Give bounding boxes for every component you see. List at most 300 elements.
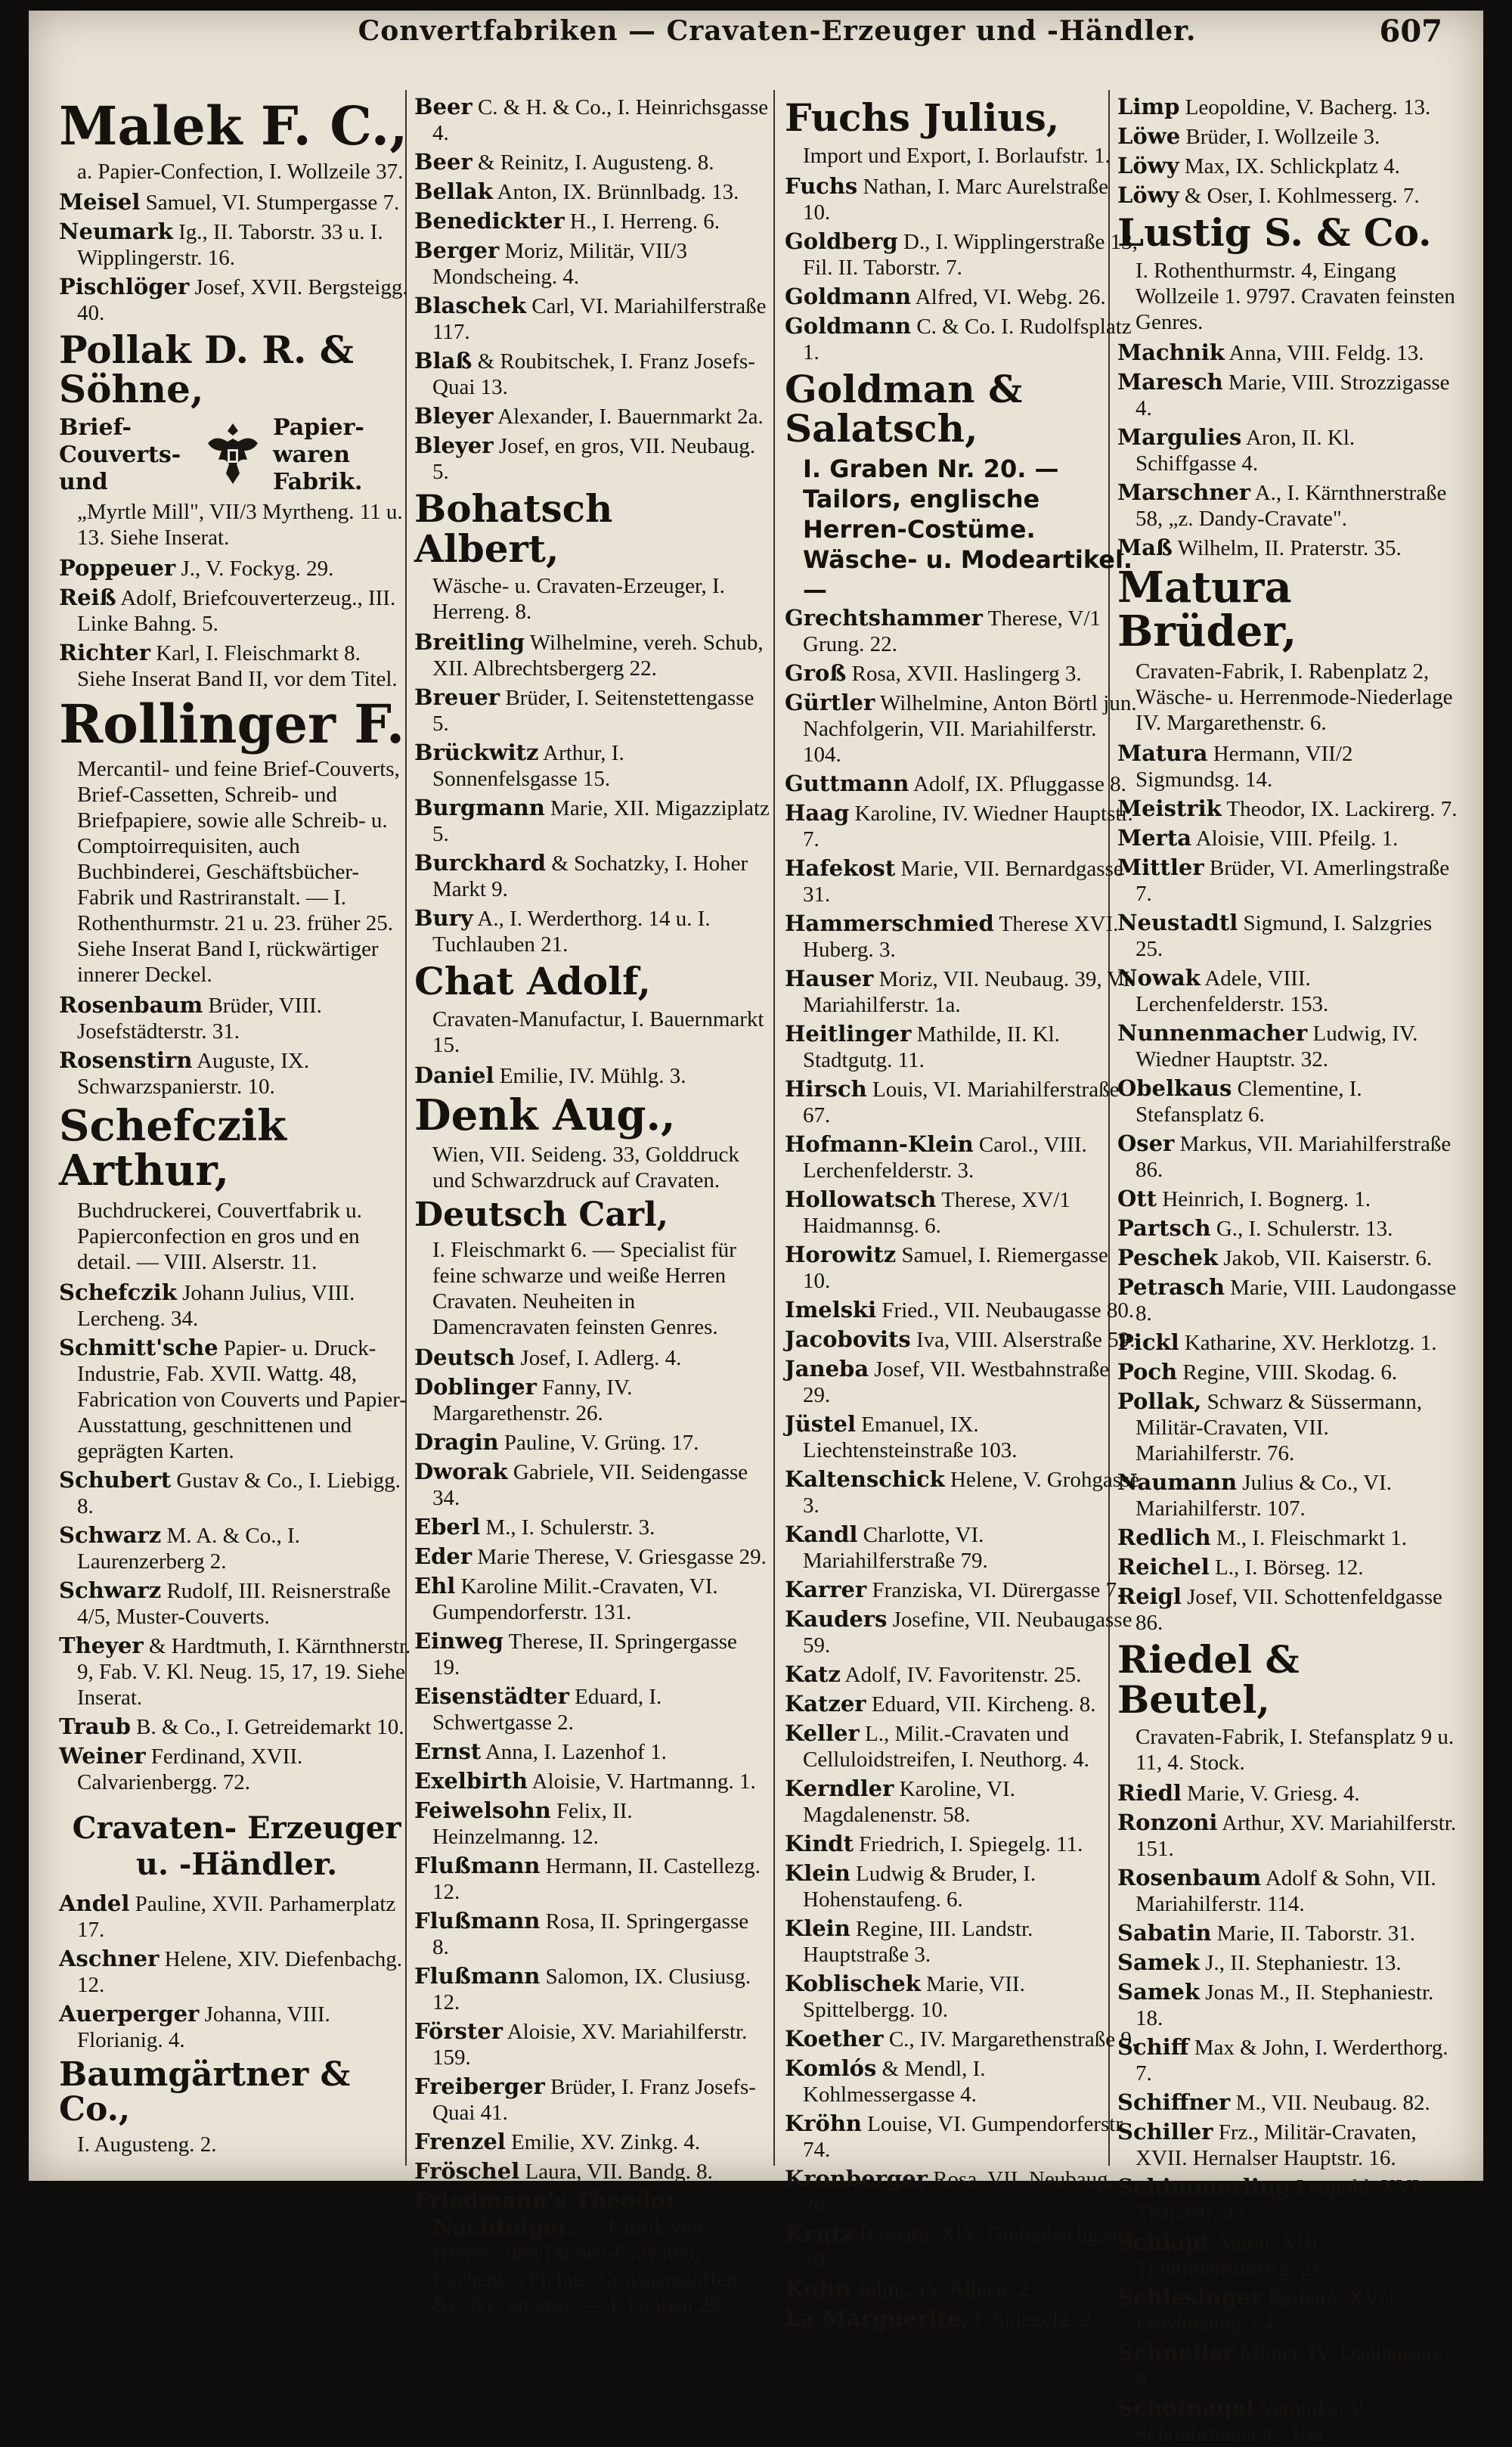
entry-text: Karoline, IV. Wiedner Hauptstr. 7. [803, 801, 1133, 851]
entry-name: Gürtler [785, 689, 875, 715]
entry-name: Imelski [785, 1296, 877, 1323]
display-entry-desc: a. Papier-Confection, I. Wollzeile 37. [77, 159, 404, 184]
directory-entry [414, 2129, 770, 2155]
directory-entry [414, 1543, 770, 1570]
entry-text: Marie, VII. Bernardgasse 31. [803, 856, 1123, 907]
entry-name: Redlich [1117, 1524, 1211, 1551]
entry-name: Kerndler [785, 1775, 894, 1801]
entry-text: Julius & Co., VI. Mariahilferstr. 107. [1136, 1471, 1392, 1521]
entry-text: H., I. Herreng. 6. [569, 209, 720, 234]
entry-text: Brüder, VIII. Josefstädterstr. 31. [77, 994, 322, 1044]
entry-name: Machnik [1117, 339, 1225, 365]
directory-entry [414, 403, 770, 430]
entry-text: Adolf, IX. Pfluggasse 8. [912, 771, 1126, 796]
entry-name: Hofmann-Klein [785, 1130, 974, 1157]
entry-text: Friedrich, I. Spiegelg. 11. [859, 1831, 1083, 1856]
display-entry-name: Riedel & Beutel, [1117, 1637, 1300, 1722]
entry-name: Katz [785, 1661, 841, 1687]
display-entry-desc: Cravaten-Fabrik, I. Stefansplatz 9 u. 11, 4. Stock. [1136, 1725, 1455, 1776]
entry-text: Iva, VIII. Alserstraße 59. [916, 1327, 1136, 1352]
display-entry-desc: Wien, VII. Seideng. 33, Golddruck und Schwarzdruck auf Cravaten. [432, 1143, 739, 1193]
directory-entry [1117, 1186, 1458, 1212]
directory-entry [414, 208, 770, 234]
entry-name: Poch [1117, 1359, 1178, 1385]
directory-entry [414, 2018, 770, 2070]
directory-entry [414, 433, 770, 485]
entry-text: Wilhelmine, vereh. Schub, XII. Albrechtsbergerg 22. [432, 631, 764, 681]
entry-text: Marie Therese, V. Griesgasse 29. [477, 1545, 767, 1570]
directory-entry [414, 94, 770, 146]
directory-entry [414, 1797, 770, 1850]
directory-entry [59, 1743, 414, 1795]
column-1 [59, 94, 414, 2166]
entry-text: Brüder, I. Wollzeile 3. [1185, 125, 1380, 149]
entry-text: Rosa, II. Springergasse 8. [432, 1909, 749, 1960]
directory-entry [59, 1335, 414, 1464]
entry-text: Aloisie, VIII. Pfeilg. 1. [1195, 827, 1399, 851]
entry-text: Therese, XV/1 Haidmannsg. 6. [803, 1187, 1070, 1238]
entry-name: Friedmann's Theodor Nachfolger. [414, 2188, 677, 2241]
directory-entry [785, 1521, 1140, 1574]
entry-name: Kuhn [785, 2275, 851, 2302]
directory-entry [1117, 1075, 1458, 1127]
entry-text: Mathilde, II. Kl. Stadtgutg. 11. [803, 1022, 1060, 1072]
entry-name: Meisel [59, 188, 141, 215]
entry-text: Therese XVI. Huberg. 3. [803, 911, 1119, 962]
entry-name: Heitlinger [785, 1020, 912, 1047]
emblem-left-text: Brief- Couverts- und [59, 414, 181, 495]
entry-name: Aschner [59, 1945, 160, 1971]
entry-name: Eberl [414, 1514, 481, 1540]
entry-name: Beer [414, 149, 472, 175]
entry-name: Fröschel [414, 2158, 520, 2185]
directory-entry [414, 1963, 770, 2015]
entry-text: Schwarz & Süssermann, Militär-Cravaten, VII. Mariahilferstr. 76. [1136, 1390, 1422, 1466]
entry-text: Therese, V/1 Grung. 22. [803, 606, 1101, 656]
entry-name: Goldmann [785, 283, 912, 309]
entry-text: Aloisie, V. Hartmanng. 1. [531, 1769, 756, 1794]
entry-name: Grechtshammer [785, 604, 983, 631]
entry-name: Schneller [1117, 2340, 1235, 2366]
display-entry-desc: I. Rothenthurmstr. 4, Eingang Wollzeile 1. 9797. Cravaten feinsten Genres. [1136, 258, 1455, 334]
directory-entry [785, 2276, 1140, 2303]
entry-name: Eder [414, 1543, 472, 1570]
emphasized-desc: I. Graben Nr. 20. — Tailors, englische Herren-Costüme. Wäsche- u. Modeartikel. — [803, 454, 1133, 604]
entry-name: Blaß [414, 348, 472, 374]
directory-entry [785, 1131, 1140, 1183]
entry-name: Schwarz [59, 1521, 162, 1548]
directory-entry [414, 2158, 770, 2185]
entry-text: Pauline, V. Grüng. 17. [503, 1431, 699, 1456]
directory-entry [1117, 965, 1458, 1017]
display-entry-name: Malek F. C., [59, 95, 408, 157]
directory-entry [414, 1459, 770, 1511]
entry-name: Deutsch [414, 1344, 516, 1371]
display-entry-desc: I. Augusteng. 2. [77, 2132, 217, 2157]
entry-name: Kronberger [785, 2165, 928, 2191]
directory-entry [414, 2188, 770, 2318]
directory-entry [785, 1831, 1140, 1857]
entry-text: Karoline, VI. Magdalenenstr. 58. [803, 1776, 1015, 1827]
directory-entry [1117, 153, 1458, 179]
entry-name: Guttmann [785, 770, 909, 796]
entry-text: Brüder, VI. Amerlingstraße 7. [1136, 856, 1450, 907]
display-entry-name: Pollak D. R. & Söhne, [59, 327, 354, 411]
entry-text: Jonas M., II. Stephaniestr. 18. [1136, 1980, 1434, 2031]
entry-name: Oser [1117, 1130, 1175, 1157]
directory-entry [414, 905, 770, 957]
display-entry-desc: Buchdruckerei, Couvertfabrik u. Papierconfection en gros und en detail. — VIII. Alserstr. 11. [77, 1198, 362, 1274]
entry-name: Klein [785, 1859, 850, 1886]
entry-text: Wilhelm, II. Praterstr. 35. [1177, 535, 1402, 560]
entry-text: Frz., Militär-Cravaten, XVII. Hernalser Hauptstr. 16. [1136, 2120, 1417, 2171]
directory-entry [1117, 94, 1458, 120]
directory-entry [785, 966, 1140, 1018]
directory-entry [785, 910, 1140, 963]
entry-name: Burgmann [414, 795, 545, 820]
entry-text: M., I. Fleischmarkt 1. [1216, 1526, 1407, 1551]
directory-entry [414, 1573, 770, 1625]
entry-text: & Sochatzky, I. Hoher Markt 9. [432, 851, 748, 901]
column-3 [785, 94, 1140, 2331]
directory-entry [785, 228, 1140, 281]
entry-name: Burckhard [414, 850, 547, 876]
entry-name: Schiff [1117, 2034, 1189, 2061]
directory-entry [414, 2073, 770, 2126]
entry-name: Krutz [785, 2220, 854, 2247]
directory-entry [414, 1429, 770, 1456]
entry-text: Sigmund, I. Salzgries 25. [1136, 911, 1433, 962]
entry-name: Jacobovits [785, 1326, 911, 1352]
entry-text: Marie, VIII. Strozzigasse 4. [1136, 370, 1450, 420]
entry-name: Flußmann [414, 1963, 541, 1990]
entry-name: Samek [1117, 1979, 1200, 2005]
entry-name: Riedl [1117, 1780, 1182, 1807]
entry-text: Ig., II. Taborstr. 33 u. I. Wipplingerstr. 16. [77, 219, 383, 270]
entry-name: Eisenstädter [414, 1683, 569, 1710]
entry-name: Peschek [1117, 1245, 1219, 1271]
display-entry-name: Goldman & Salatsch, [785, 366, 1023, 451]
directory-entry [1117, 2229, 1458, 2281]
directory-entry [1117, 424, 1458, 476]
entry-text: Josef, VII. Schottenfeldgasse 86. [1136, 1585, 1442, 1636]
entry-text: Hermann, II. Castellezg. 12. [432, 1854, 761, 1905]
entry-name: Pollak, [1117, 1388, 1202, 1415]
display-entry-desc: Wäsche- u. Cravaten-Erzeuger, I. Herreng. 8. [432, 574, 725, 624]
entry-name: Andel [59, 1890, 130, 1916]
entry-text: & Hardtmuth, I. Kärnthnerstr. 9, Fab. V. Kl. Neug. 15, 17, 19. Siehe Inserat. [77, 1633, 411, 1710]
display-entry-name: Rollinger F. [59, 692, 405, 755]
entry-text: Helene, XIV. Diefenbachg. 12. [77, 1946, 402, 1997]
entry-text: J., II. Stephaniestr. 13. [1205, 1951, 1402, 1976]
directory-entry [59, 1279, 414, 1332]
entry-text: C., IV. Margarethenstraße 9. [888, 2027, 1138, 2052]
entry-text: Eduard, I. Schwertgasse 2. [432, 1685, 662, 1735]
entry-text: Franziska, VI. Dürergasse 7. [872, 1577, 1123, 1602]
entry-name: Kaltenschick [785, 1465, 945, 1492]
entry-name: Meistrik [1117, 796, 1222, 822]
directory-entry [1117, 2174, 1458, 2226]
display-entry-name: Bohatsch Albert, [414, 486, 613, 571]
entry-name: Ott [1117, 1186, 1157, 1212]
entry-name: Horowitz [785, 1241, 897, 1267]
entry-name: Bellak [414, 178, 493, 204]
entry-name: Feiwelsohn [414, 1797, 551, 1824]
display-entry-name: Lustig S. & Co. [1117, 210, 1432, 255]
entry-text: Gustav & Co., I. Liebigg. 8. [77, 1468, 401, 1518]
entry-text: Emilie, XV. Zinkg. 4. [511, 2130, 701, 2155]
entry-name: Benedickter [414, 208, 565, 234]
entry-text: Nathan, I. Marc Aurelstraße 10. [803, 174, 1108, 225]
entry-text: Josef, en gros, VII. Neubaug. 5. [432, 434, 756, 484]
entry-name: Maresch [1117, 368, 1223, 395]
entry-text: Charlotte, VI. Mariahilferstraße 79. [803, 1522, 988, 1573]
entry-text: I. Spiegelg. 2. [974, 2306, 1097, 2331]
entry-text: Clementine, I. Stefansplatz 6. [1136, 1077, 1362, 1127]
entry-text: Papier- u. Druck-Industrie, Fab. XVII. Wattg. 48, Fabrication von Couverts und Papier-Ausstattung, geschnittenen und geprägten Karten. [77, 1335, 407, 1463]
entry-name: Maß [1117, 534, 1173, 560]
display-entry-desc: Cravaten-Manufactur, I. Bauernmarkt 15. [432, 1006, 764, 1057]
directory-entry [1117, 1920, 1458, 1946]
directory-entry [785, 1720, 1140, 1772]
entry-name: Nunnenmacher [1117, 1020, 1308, 1047]
display-entry-name: Fuchs Julius, [785, 95, 1060, 140]
directory-entry [414, 1344, 770, 1371]
entry-text: Emanuel, IX. Liechtensteinstraße 103. [803, 1412, 1018, 1462]
directory-entry [785, 1661, 1140, 1688]
directory-entry [1117, 1329, 1458, 1356]
entry-text: Marie, V. Griesg. 4. [1187, 1782, 1360, 1807]
directory-entry [785, 2055, 1140, 2107]
entry-text: Laura, VII. Bandg. 8. [525, 2160, 713, 2185]
entry-text: Marie, XII. Migazziplatz 5. [432, 796, 770, 846]
directory-entry [785, 800, 1140, 852]
directory-entry [1117, 1949, 1458, 1976]
entry-name: Beer [414, 94, 472, 119]
directory-entry [1117, 1359, 1458, 1385]
entry-name: Obelkaus [1117, 1075, 1232, 1102]
display-entry-desc: Cravaten-Fabrik, I. Rabenplatz 2, Wäsche- u. Herrenmode-Niederlage IV. Margarethenstr. 6. [1136, 659, 1453, 736]
entry-name: Doblinger [414, 1374, 537, 1400]
directory-entry [1117, 123, 1458, 150]
entry-text: Salomon, IX. Clusiusg. 12. [432, 1965, 751, 2015]
entry-text: D., I. Wipplingerstraße 13, Fil. II. Taborstr. 7. [803, 229, 1138, 280]
entry-name: Petrasch [1117, 1274, 1225, 1301]
entry-name: Berger [414, 237, 500, 263]
entry-name: Bleyer [414, 433, 494, 458]
directory-entry [1117, 1865, 1458, 1917]
directory-entry [1117, 535, 1458, 561]
entry-name: Schimmerling [1117, 2174, 1291, 2200]
directory-entry [414, 684, 770, 737]
column-4 [1117, 94, 1458, 2447]
directory-entry [1117, 1780, 1458, 1807]
directory-entry [59, 1467, 414, 1519]
entry-name: Hafekost [785, 854, 896, 881]
directory-entry [59, 1714, 414, 1740]
entry-name: Löwy [1117, 182, 1179, 208]
entry-name: Ehl [414, 1573, 456, 1599]
entry-name: Merta [1117, 825, 1192, 851]
entry-name: Blaschek [414, 293, 526, 318]
directory-entry [59, 274, 414, 326]
entry-text: Samuel, I. Riemergasse 10. [803, 1242, 1108, 1293]
entry-text: Alexander, I. Bauernmarkt 2a. [497, 405, 764, 429]
entry-text: Helene, V. Grohgasse 3. [803, 1467, 1140, 1518]
section-heading: Cravaten- Erzeuger u. -Händler. [72, 1810, 401, 1882]
display-entry-name: Deutsch Carl, [414, 1196, 669, 1235]
directory-entry [785, 1776, 1140, 1828]
entry-text: Arthur, I. Sonnenfelsgasse 15. [432, 741, 624, 791]
directory-entry [1117, 740, 1458, 792]
entry-text: L., I. Börseg. 12. [1215, 1555, 1364, 1580]
directory-entry [1117, 2284, 1458, 2337]
directory-entry [414, 293, 770, 345]
entry-name: Schlapt [1117, 2229, 1211, 2256]
page-header [29, 11, 1483, 94]
directory-entry [1117, 1979, 1458, 2031]
directory-entry [59, 1890, 414, 1943]
directory-entry [1117, 1583, 1458, 1636]
entry-text: Auguste, IX. Schwarzspanierstr. 10. [77, 1049, 310, 1099]
entry-text: Regine, III. Landstr. Hauptstraße 3. [803, 1916, 1033, 1967]
directory-entry [785, 1076, 1140, 1128]
entry-name: Löwe [1117, 123, 1181, 149]
entry-name: Margulies [1117, 423, 1242, 450]
entry-text: Moriz, VII. Neubaug. 39, VI. Mariahilferstr. 1a. [803, 966, 1136, 1017]
entry-name: Bury [414, 905, 473, 931]
directory-entry [785, 1577, 1140, 1603]
entry-name: Janeba [785, 1355, 869, 1382]
directory-entry [785, 313, 1140, 365]
entry-name: Rosenstirn [59, 1047, 193, 1073]
entry-name: Klein [785, 1915, 850, 1941]
entry-text: Marie, VIII. Laudongasse 8. [1136, 1276, 1457, 1326]
directory-entry [414, 237, 770, 290]
entry-name: Reichel [1117, 1554, 1210, 1580]
entry-text: J., V. Fockyg. 29. [181, 556, 334, 581]
entry-name: Einweg [414, 1628, 503, 1655]
entry-text: & Mendl, I. Kohlmessergasse 4. [803, 2056, 986, 2107]
display-entry-desc: Import und Export, I. Borlaufstr. 1. [803, 143, 1111, 168]
directory-entry [414, 1853, 770, 1905]
directory-entry [1117, 479, 1458, 532]
entry-text: Josef, VII. Westbahnstraße 29. [803, 1357, 1110, 1407]
entry-text: Karoline Milit.-Cravaten, VI. Gumpendorferstr. 131. [432, 1574, 718, 1625]
directory-entry [414, 178, 770, 205]
entry-name: Keller [785, 1720, 860, 1746]
directory-entry [785, 1691, 1140, 1717]
directory-entry [59, 219, 414, 271]
directory-entry [414, 1062, 770, 1089]
entry-text: G., I. Schulerstr. 13. [1216, 1217, 1393, 1242]
entry-text: Louis, VI. Mariahilferstraße 67. [803, 1077, 1120, 1127]
entry-name: Breitling [414, 629, 525, 655]
directory-entry [1117, 2340, 1458, 2392]
entry-name: Auerperger [59, 2000, 200, 2027]
entry-text: Markus, VII. Mariahilferstraße 86. [1136, 1132, 1452, 1183]
entry-text: Minna, IV. Danhauserg. 9. [1136, 2341, 1450, 2392]
entry-name: Kauders [785, 1605, 888, 1632]
directory-entry [1117, 1274, 1458, 1326]
entry-name: Kandl [785, 1521, 858, 1547]
entry-text: Rosa, VII. Neubaug. 26. [803, 2166, 1114, 2217]
entry-text: — Fabrik von Herren- und Damen-Cravaten, Cachenez, Fichus, Cravatenstoffen &c. &c. en gros, — I. Graben 29. [432, 2216, 738, 2318]
directory-entry [785, 2110, 1140, 2163]
entry-text: Jakob, VII. Kaiserstr. 6. [1223, 1246, 1433, 1271]
entry-name: Ronzoni [1117, 1810, 1218, 1836]
entry-text: Ferdinand, XVII. Calvarienbergg. 72. [77, 1744, 303, 1794]
entry-name: Limp [1117, 94, 1180, 119]
entry-text: Veronika, V. Schönbrunnerstr. 108. [1136, 2396, 1368, 2447]
entry-name: Hauser [785, 965, 874, 991]
entry-text: Josefine, VII. Neubaugasse 59. [803, 1607, 1132, 1658]
directory-entry [785, 2306, 1140, 2332]
entry-text: L., Milit.-Cravaten und Celluloidstreifen, I. Neuthorg. 4. [803, 1721, 1089, 1772]
entry-name: Samek [1117, 1949, 1200, 1976]
entry-name: Poppeuer [59, 554, 176, 581]
directory-entry [59, 1522, 414, 1574]
entry-text: Anna, I. Lazenhof 1. [485, 1740, 667, 1765]
entry-text: Marie, II. Taborstr. 31. [1216, 1921, 1415, 1946]
entry-text: Aloisie, XV. Mariahilferstr. 159. [432, 2020, 748, 2070]
display-entry-name: Chat Adolf, [414, 959, 651, 1003]
emblem-block [59, 414, 414, 496]
page-title: Convertfabriken — Cravaten-Erzeuger und -Händler. [358, 15, 1197, 47]
directory-entry [414, 1738, 770, 1765]
entry-text: A., I. Kärnthnerstraße 58, „z. Dandy-Cravate". [1136, 480, 1447, 531]
entry-name: Breuer [414, 684, 500, 710]
entry-text: Ludwig, IV. Wiedner Hauptstr. 32. [1136, 1022, 1418, 1072]
display-entry-desc: I. Fleischmarkt 6. — Specialist für feine schwarze und weiße Herren Cravaten. Neuheiten in Damencravaten feinsten Genres. [432, 1238, 736, 1340]
entry-text: Arthur, XV. Mariahilferstr. 151. [1136, 1811, 1457, 1862]
entry-name: Schubert [59, 1466, 172, 1493]
entry-name: Daniel [414, 1062, 494, 1088]
directory-entry [1117, 910, 1458, 962]
directory-entry [1117, 2395, 1458, 2447]
entry-text: Leopold, XVI. Thaliastr. 42. [1136, 2176, 1425, 2226]
directory-entry [414, 1628, 770, 1680]
entry-name: Richter [59, 639, 150, 665]
entry-text: Regine, VIII. Skodag. 6. [1182, 1360, 1398, 1385]
entry-name: Hollowatsch [785, 1186, 937, 1212]
entry-text: Hermann, VII/2 Sigmundsg. 14. [1136, 742, 1353, 792]
entry-name: Koblischek [785, 1970, 921, 1996]
entry-text: Katharine, XV. Herklotzg. 1. [1184, 1331, 1437, 1356]
directory-entry [59, 1946, 414, 1998]
entry-text: Eduard, VII. Kircheng. 8. [871, 1692, 1096, 1717]
directory-entry [785, 1411, 1140, 1463]
directory-entry [414, 149, 770, 175]
entry-name: Schwarz [59, 1577, 162, 1603]
directory-entry [414, 1683, 770, 1735]
entry-text: Wilhelmine, Anton Börtl jun. Nachfolgerin, VII. Mariahilferstr. 104. [803, 690, 1137, 767]
directory-entry [1117, 1388, 1458, 1466]
entry-text: & Reinitz, I. Augusteng. 8. [477, 150, 714, 175]
page-number: 607 [1379, 14, 1442, 49]
entry-name: Löwy [1117, 153, 1179, 178]
entry-name: Matura [1117, 740, 1208, 767]
entry-text: C. & Co. I. Rudolfsplatz 1. [803, 314, 1132, 364]
display-entry-name: Schefczik Arthur, [59, 1101, 287, 1196]
directory-entry [785, 1860, 1140, 1912]
entry-name: Karrer [785, 1576, 867, 1602]
entry-text: Moriz, Militär, VII/3 Mondscheing. 4. [432, 239, 688, 289]
entry-text: C. & H. & Co., I. Heinrichsgasse 4. [432, 95, 769, 145]
directory-entry [59, 992, 414, 1044]
directory-entry [785, 1297, 1140, 1323]
entry-name: Schefczik [59, 1279, 177, 1305]
